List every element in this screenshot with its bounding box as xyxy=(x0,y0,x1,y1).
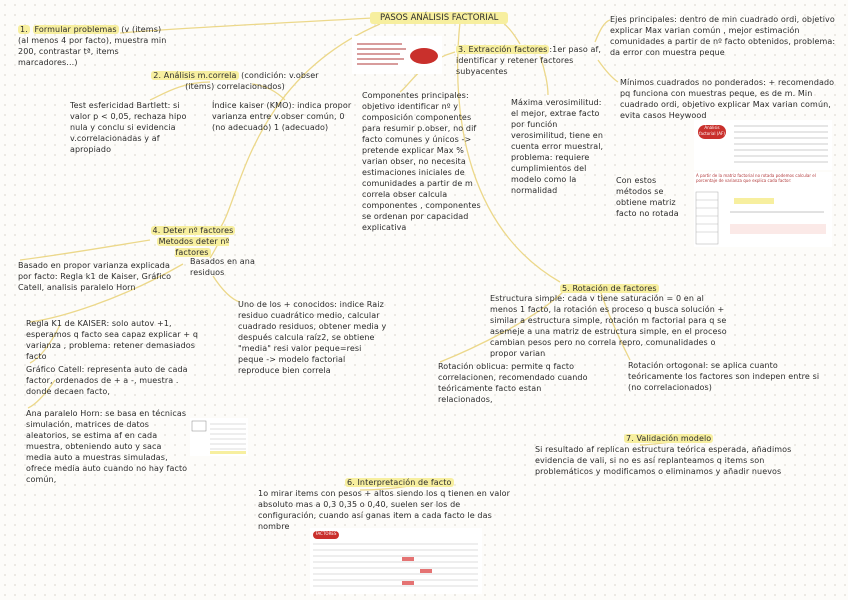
section-3-text: :1er paso af, identificar y retener factores subyacentes xyxy=(456,45,602,76)
residual-methods-text: Basados en ana residuos xyxy=(190,257,255,277)
unrotated-matrix-note: Con estos métodos se obtiene matriz facto no rotada xyxy=(616,176,679,218)
section-6-heading-wrap xyxy=(345,477,454,488)
section-2-block xyxy=(150,70,320,92)
rmsr-index-text: Uno de los + conocidos: indice Raiz residuo cuadrático medio, calcular cuadrado residuos, obtener media y después calcula raíz2, se obtiene "media" resi valor peque=resi peque -> modelo factorial reproduce bien correla xyxy=(238,300,387,375)
section-5-heading: 5. Rotación de factores xyxy=(562,284,657,293)
section-4-heading: 4. Deter nº factores xyxy=(152,226,234,235)
kaiser-rule-text: Regla K1 de KAISER: solo autov +1, esperamos q facto sea capaz explicar + q varianza , problema: retener demasiados facto xyxy=(26,319,199,361)
variance-heading: A partir de la matriz factorial no rotada podemos calcular el porcentaje de varianza que explica cada factor: xyxy=(696,173,816,183)
section-1-block xyxy=(18,24,168,68)
variance-thumbnail xyxy=(694,172,832,247)
principal-components-text: Componentes principales: objetivo identificar nº y composición componentes para resumir p.obser, no dif facto comunes y únicos -> pretende explicar Max % varian obser, no necesita estimaciones iniciales de comunidades a partir de m correla obser calcula componentes , componentes se ordenan por capacidad explicativa xyxy=(362,91,481,232)
max-likelihood-text: Máxima verosimilitud: el mejor, extrae facto por función verosimilitud, tiene en cuenta error muestral, problema: requiere cumplimientos del modelo como la normalidad xyxy=(511,98,604,195)
section-1-number: 1. xyxy=(20,25,28,34)
oblique-rotation-text: Rotación oblicua: permite q facto correlacionen, recomendado cuando teóricamente facto estan relacionados, xyxy=(438,362,588,404)
af-badge: Análisis factorial (AF) xyxy=(698,125,726,139)
horn-parallel-text: Ana paralelo Horn: se basa en técnicas simulación, matrices de datos aleatorios, se estima af en cada muestra, obteniendo auto y saca media auto a muestras simuladas, ofrece media auto cuando no hay facto común, xyxy=(26,409,188,484)
factors-table-thumbnail xyxy=(310,528,482,594)
variance-methods-text: Basado en propor varianza explicada por facto: Regla k1 de Kaiser, Gráfico Catell, analisis paralelo Horn xyxy=(18,261,172,292)
section-7-heading: 7. Validación modelo xyxy=(626,434,712,443)
section-6-heading: 6. Interpretación de facto xyxy=(347,478,452,487)
section-3-heading: 3. Extracción factores xyxy=(458,45,548,54)
section-2-text: (condición: v.obser (items) correlacionados) xyxy=(185,71,319,91)
section-7-heading-wrap xyxy=(624,433,713,444)
factor-matrix-thumbnail xyxy=(694,120,832,170)
bartlett-test-text: Test esfericidad Bartlett: si valor p < 0,05, rechaza hipo nula y conclu si evidencia v.correlacionadas y af apropiado xyxy=(70,101,187,154)
section-4-block xyxy=(138,225,248,258)
interpretation-text: 1o mirar items con pesos + altos siendo los q tienen en valor absoluto mas a 0,3 0,35 o 0,40, suelen ser los de configuración, cuando así ganas item a cada facto le das nombre xyxy=(258,489,511,531)
principal-axes-text: Ejes principales: dentro de min cuadrado ordi, objetivo explicar Max varian común , mejor estimación comunidades a partir de nº facto obtenidos, problema: da error con muestra peque xyxy=(610,15,836,57)
orthogonal-rotation-text: Rotación ortogonal: se aplica cuanto teóricamente los factores son indepen entre si (no correlacionados) xyxy=(628,361,820,392)
least-squares-text: Mínimos cuadrados no ponderados: + recomendado pq funciona con muestras peque, es de m. Min cuadrado ordi, objetivo explicar Max varian común, evita casos Heywood xyxy=(620,78,835,120)
section-2-heading: 2. Análisis m.correla xyxy=(153,71,237,80)
section-3-block xyxy=(456,44,606,77)
section-1-text: (v (items)(al menos 4 por facto), muestra min 200, contrastar tª, items marcadores…) xyxy=(18,25,167,67)
catell-plot-text: Gráfico Catell: representa auto de cada factor, ordenados de + a -, muestra . donde decaen facto, xyxy=(26,365,188,396)
section-1-heading: Formular problemas xyxy=(34,25,117,34)
factors-badge: FACTORES xyxy=(313,531,339,539)
methods-heading: Metodos deter nº factores xyxy=(158,237,230,257)
af-thumbnail xyxy=(352,36,442,74)
simple-structure-text: Estructura simple: cada v tiene saturación = 0 en al menos 1 facto, la rotación es proceso q busca solución + similar a estructura simple, rotación m factorial para q se asemeje a una matriz de estructura simple, en el proceso cambian pesos pero no correla repro, comunalidades o propor varian xyxy=(490,294,727,358)
horn-table-thumbnail xyxy=(190,418,248,456)
kmo-index-text: Índice kaiser (KMO): indica propor varianza entre v.obser común, 0 (no adecuado) 1 (adecuado) xyxy=(212,101,352,132)
map-title: PASOS ANÁLISIS FACTORIAL xyxy=(370,12,508,24)
validation-text: Si resultado af replican estructura teórica esperada, añadimos evidencia de vali, si no es así replanteamos q items son problemáticos y modificamos o eliminamos y añadir nuevos xyxy=(535,445,792,476)
